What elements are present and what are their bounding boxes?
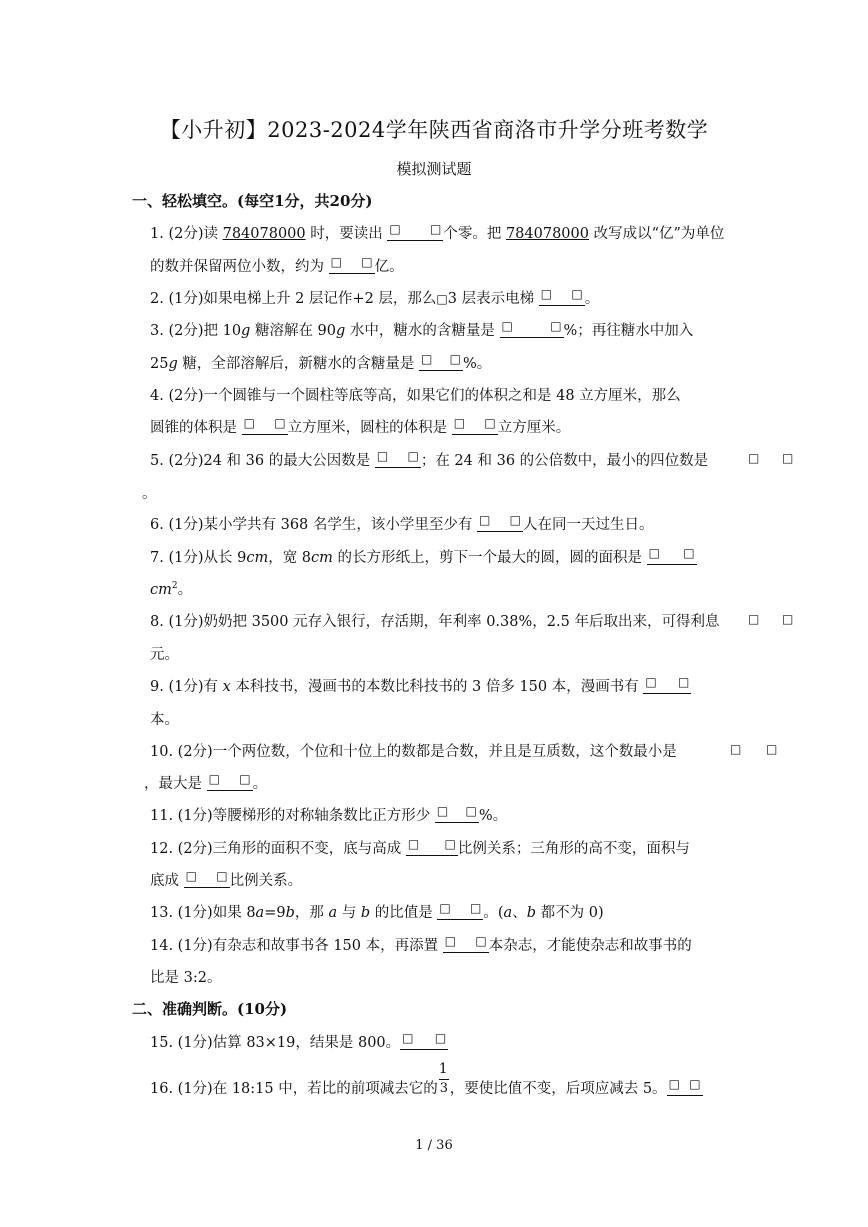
answer-blank[interactable] [387,224,443,241]
question-11: 11. (1分)等腰梯形的对称轴条数比正方形少 □ □ %。 [150,804,507,825]
question-10: 10. (2分)一个两位数，个位和十位上的数都是合数，并且是互质数，这个数最小是 [150,744,677,760]
question-7-continued: $cm^2$。 [150,581,193,598]
answer-blank[interactable] [435,806,479,823]
question-5-continued: 。 [142,486,157,502]
question-13: 13. (1分)如果 8a=9b，那 a 与 b 的比值是 □ □ 。(a、b 都不为 0) [150,901,604,922]
answer-blank[interactable] [375,451,421,468]
question-12: 12. (2分)三角形的面积不变，底与高成 □ □ 比例关系；三角形的高不变，面积与 [150,837,690,858]
answer-blank[interactable] [437,903,483,920]
answer-blank[interactable] [452,418,498,435]
question-16: 16. (1分)在 18:15 中，若比的前项减去它的 $\frac{1}{3}$ ，要使比值不变，后项应减去 5。□ □ [150,1077,703,1098]
answer-blank[interactable] [419,354,463,371]
answer-blank[interactable] [443,936,489,953]
answer-blank-start[interactable]: □ [748,451,760,465]
answer-blank-start[interactable]: □ [748,612,760,626]
question-1: 1. (2分)读 784078000 时，要读出 □ □ 个零。把 784078000 改写成以“亿”为单位 [150,222,724,243]
answer-blank[interactable] [477,515,523,532]
answer-blank[interactable] [400,1033,448,1050]
question-3: 3. (2分)把 10g 糖溶解在 90g 水中，糖水的含糖量是 □ □ %；再往糖水中加入 [150,319,693,340]
answer-blank-end[interactable]: □ [782,612,794,626]
question-15: 15. (1分)估算 83×19，结果是 800。□ □ [150,1031,448,1052]
section-heading-fill-blank: 一、轻松填空。(每空1分，共20分) [132,192,373,210]
answer-blank[interactable] [647,548,697,565]
question-9: 9. (1分)有 x 本科技书，漫画书的本数比科技书的 3 倍多 150 本，漫画书有 □ □ [150,675,691,696]
question-6: 6. (1分)某小学共有 368 名学生，该小学里至少有 □ □ 人在同一天过生日。 [150,513,654,534]
answer-blank-end[interactable]: □ [766,742,778,756]
answer-blank[interactable] [406,839,458,856]
fraction-one-third: $\frac{1}{3}$ [438,1061,448,1096]
question-8-continued: 元。 [150,647,179,663]
question-14: 14. (1分)有杂志和故事书各 150 本，再添置 □ □ 本杂志，才能使杂志和故事书的 [150,934,692,955]
answer-blank[interactable] [643,677,691,694]
answer-blank[interactable] [539,289,585,306]
section-heading-judgement: 二、准确判断。(10分) [132,1000,288,1018]
answer-blank[interactable] [500,321,564,338]
page-title: 【小升初】2023-2024学年陕西省商洛市升学分班考数学 [159,118,709,142]
answer-blank-end[interactable]: □ [782,451,794,465]
question-5: 5. (2分)24 和 36 的最大公因数是 □ □ ；在 24 和 36 的公倍数中，最小的四位数是 [150,449,708,470]
missing-glyph-box: □ [436,292,448,306]
question-7: 7. (1分)从长 9cm，宽 8cm 的长方形纸上，剪下一个最大的圆，圆的面积是 □ □ [150,546,697,567]
number-underlined: 784078000 [505,226,589,242]
question-14-continued: 比是 3:2。 [150,970,222,986]
question-2: 2. (1分)如果电梯上升 2 层记作+2 层，那么□3 层表示电梯 □ □ 。 [150,287,599,308]
question-9-continued: 本。 [150,712,179,728]
answer-blank[interactable] [207,774,253,791]
answer-blank[interactable] [667,1079,703,1096]
question-3-continued: 25g 糖，全部溶解后，新糖水的含糖量是 □ □ %。 [150,352,491,373]
question-4: 4. (2分)一个圆锥与一个圆柱等底等高，如果它们的体积之和是 48 立方厘米，那么 [150,388,681,404]
question-8: 8. (1分)奶奶把 3500 元存入银行，存活期，年利率 0.38%，2.5 年后取出来，可得利息 [150,614,720,630]
answer-blank[interactable] [242,418,288,435]
question-4-continued: 圆锥的体积是 □ □ 立方厘米，圆柱的体积是 □ □ 立方厘米。 [150,416,570,437]
question-10-continued: ，最大是 □ □ 。 [144,772,267,793]
answer-blank[interactable] [329,257,375,274]
question-12-continued: 底成 □ □ 比例关系。 [150,869,302,890]
question-1-continued: 的数并保留两位小数，约为 □ □ 亿。 [150,255,404,276]
answer-blank[interactable] [184,871,230,888]
number-underlined: 784078000 [222,226,306,242]
answer-blank-start[interactable]: □ [730,742,742,756]
page-subtitle: 模拟测试题 [396,160,472,178]
page-number: 1 / 36 [415,1138,453,1153]
